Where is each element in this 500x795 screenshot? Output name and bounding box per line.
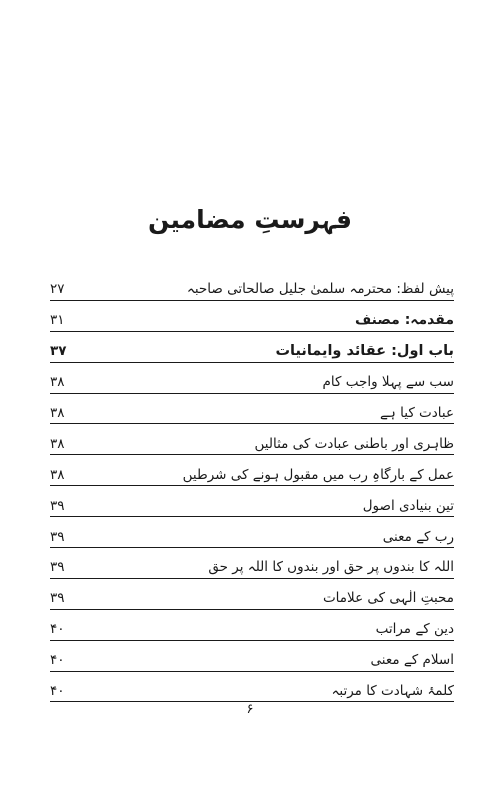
toc-entry-title: دین کے مراتب [375,621,454,638]
toc-row [50,552,454,583]
toc-entry-page: ۳۸ [50,405,65,421]
page-number: ۶ [246,702,254,717]
toc-divider [50,362,454,363]
toc-row [50,645,454,676]
toc-entry-page: ۴۰ [50,683,65,700]
table-of-contents [50,274,454,706]
toc-divider [50,485,454,486]
toc-entry-page: ۲۷ [50,281,65,298]
toc-entry-page: ۳۹ [50,559,65,576]
page-title: فہرستِ مضامین [147,205,352,234]
toc-entry-title: رب کے معنی [382,528,454,545]
toc-entry-title: محبتِ الٰہی کی علامات [322,590,454,607]
toc-row [50,521,454,552]
toc-divider [50,454,454,455]
toc-row [50,614,454,645]
toc-row [50,459,454,490]
toc-entry-title: پیش لفظ: محترمہ سلمیٰ جلیل صالحاتی صاحبہ [186,281,454,298]
toc-row [50,336,454,367]
toc-entry-page: ۴۰ [50,652,65,669]
toc-row [50,305,454,336]
toc-entry-title: اللہ کا بندوں پر حق اور بندوں کا اللہ پر حق [208,559,454,576]
toc-entry-page: ۳۸ [50,435,65,452]
toc-divider [50,423,454,424]
toc-entry-title: عمل کے بارگاہِ رب میں مقبول ہونے کی شرطیں [182,466,454,483]
toc-entry-page: ۳۱ [50,312,65,329]
toc-entry-title: اسلام کے معنی [370,652,454,669]
toc-entry-title: تین بنیادی اصول [362,497,454,514]
toc-row [50,398,454,429]
toc-row [50,490,454,521]
toc-entry-title: کلمۂ شہادت کا مرتبہ [331,683,454,700]
toc-divider [50,640,454,641]
toc-divider [50,671,454,672]
toc-divider [50,609,454,610]
toc-entry-page: ۳۹ [50,590,65,607]
toc-entry-title: سب سے پہلا واجب کام [322,374,454,391]
toc-entry-page: ۳۸ [50,374,65,391]
toc-entry-page: ۳۹ [50,497,65,514]
toc-row [50,367,454,398]
toc-divider [50,578,454,579]
toc-row [50,583,454,614]
toc-divider [50,331,454,332]
toc-entry-title: ظاہری اور باطنی عبادت کی مثالیں [254,435,454,452]
toc-divider [50,547,454,548]
toc-entry-page: ۳۷ [50,343,67,360]
toc-row [50,428,454,459]
toc-divider [50,300,454,301]
toc-entry-page: ۴۰ [50,621,65,638]
toc-divider [50,516,454,517]
toc-row [50,274,454,305]
toc-chapter-title: باب اول: عقائد وایمانیات [275,343,454,360]
toc-entry-page: ۳۸ [50,466,65,483]
toc-entry-page: ۳۹ [50,528,65,545]
toc-divider [50,393,454,394]
toc-entry-title: عبادت کیا ہے [380,405,454,421]
toc-entry-title: مقدمہ: مصنف [354,312,454,329]
